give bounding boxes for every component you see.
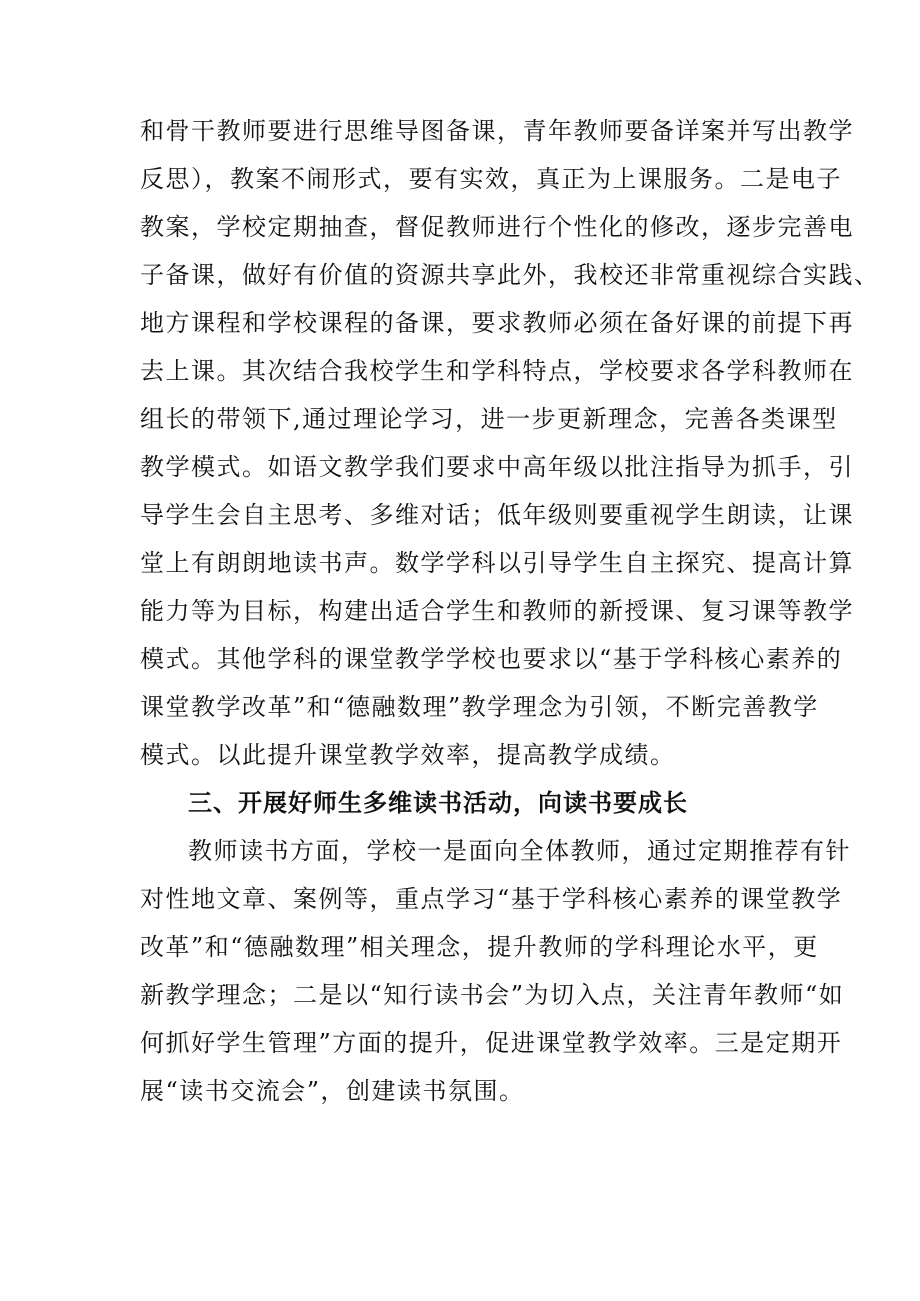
text-line: 反思），教案不闹形式，要有实效，真正为上课服务。二是电子 (140, 165, 842, 193)
text-line: 展“读书交流会”，创建读书氛围。 (140, 1077, 525, 1105)
text-line: 何抓好学生管理”方面的提升，促进课堂教学效率。三是定期开 (140, 1029, 843, 1057)
section-heading: 三、开展好师生多维读书活动，向读书要成长 (188, 789, 688, 817)
text-line: 新教学理念；二是以“知行读书会”为切入点，关注青年教师“如 (140, 981, 845, 1009)
paragraph-teacher-reading (140, 827, 851, 1115)
text-line: 改革”和“德融数理”相关理念，提升教师的学科理论水平，更 (140, 933, 819, 961)
text-line: 模式。其他学科的课堂教学学校也要求以“基于学科核心素养的 (140, 645, 843, 673)
text-line: 去上课。其次结合我校学生和学科特点，学校要求各学科教师在 (140, 357, 854, 385)
document-page (140, 107, 880, 1115)
text-line: 地方课程和学校课程的备课，要求教师必须在备好课的前提下再 (140, 309, 854, 337)
text-line: 课堂教学改革”和“德融数理”教学理念为引领，不断完善教学 (140, 693, 819, 721)
text-line: 能力等为目标，构建出适合学生和教师的新授课、复习课等教学 (140, 597, 854, 625)
text-line: 教学模式。如语文教学我们要求中高年级以批注指导为抓手，引 (140, 453, 854, 481)
text-line: 模式。以此提升课堂教学效率，提高教学成绩。 (140, 741, 676, 769)
text-line: 教案，学校定期抽查，督促教师进行个性化的修改，逐步完善电 (140, 213, 854, 241)
text-line: 对性地文章、案例等，重点学习“基于学科核心素养的课堂教学 (140, 885, 843, 913)
text-line: 组长的带领下,通过理论学习，进一步更新理念，完善各类课型 (140, 405, 838, 433)
text-line: 和骨干教师要进行思维导图备课，青年教师要备详案并写出教学 (140, 117, 854, 145)
text-line: 子备课，做好有价值的资源共享此外，我校还非常重视综合实践、 (140, 261, 880, 289)
text-line: 堂上有朗朗地读书声。数学学科以引导学生自主探究、提高计算 (140, 549, 854, 577)
text-line: 导学生会自主思考、多维对话；低年级则要重视学生朗读，让课 (140, 501, 854, 529)
text-line: 教师读书方面，学校一是面向全体教师，通过定期推荐有针 (188, 837, 851, 865)
paragraph-lesson-preparation (140, 107, 880, 779)
